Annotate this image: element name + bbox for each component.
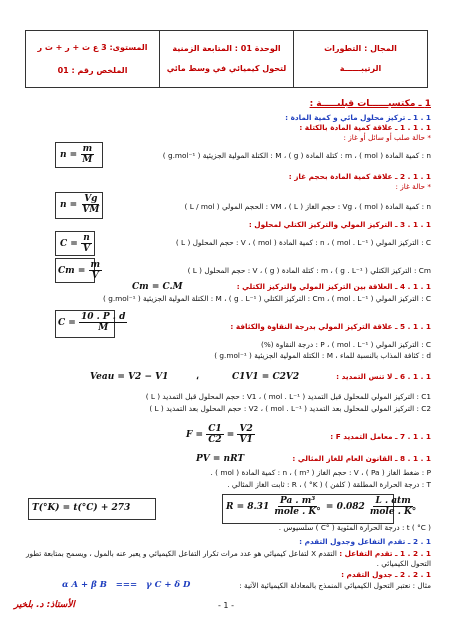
section-1-1-8-title: 1 . 1 . 8 ـ القانون العام للغاز المثالي : <box>292 454 431 463</box>
section-1-1-7-title: 1 . 1 . 7 ـ معامل التمديد F : <box>330 432 431 441</box>
formula-veau: Veau = V2 − V1 <box>90 372 169 382</box>
section-1-1-5-title: 1 . 1 . 5 ـ علاقة التركيز المولي بدرجة النقاوة والكثافة : <box>230 322 431 331</box>
paragraph-1-2-1-cont: التحول الكيميائي . <box>376 559 431 568</box>
section-1-2-2-title: 1 . 2 . 2 ـ جدول التقدم : <box>341 570 431 579</box>
definition-c1-v1: C1 : التركيز المولي للمحلول قبل التمديد ( mol . L⁻¹ ) ، V1 : حجم المحلول قبل التمديد ( L ) <box>145 392 431 401</box>
formula-cm-cm: Cm = C.M <box>132 282 183 292</box>
definition-c2-v2: C2 : التركيز المولي للمحلول بعد التمديد ( mol . L⁻¹ ) ، V2 : حجم المحلول بعد التمديد ( L ) <box>149 404 431 413</box>
formula-separator: ، <box>196 372 199 382</box>
section-1-1-4-title: 1 . 1 . 4 ـ العلاقة بين التركيز المولي والتركيز الكتلي : <box>236 282 431 291</box>
example-text: مثال : نعتبر التحول الكيميائي المنمذج بالمعادلة الكيميائية الآتية : <box>239 581 431 590</box>
section-1-1-2-title: 1 . 1 . 2 ـ علاقة كمية المادة بحجم غاز : <box>288 172 431 181</box>
definition-cm-cm: C : التركيز المولي ( mol . L⁻¹ ) ، Cm : التركيز الكتلي ( g . L⁻¹ ) ، M : الكتلة المولية الجزيئية ( g.mol⁻¹ ) <box>103 294 431 303</box>
gas-note: * حالة غاز : <box>395 182 431 191</box>
formula-n-m: n = $\frac{m}{M}$ <box>60 144 93 165</box>
reaction-equation: α A + β B === γ C + δ D <box>62 580 191 590</box>
level-label: المستوى: 3 ع ت + ر + ت ر <box>37 43 148 52</box>
section-1-1-6-title: 1 . 1 . 6 ـ لا تنس التمديد : <box>336 372 431 381</box>
formula-t: T(°K) = t(°C) + 273 <box>32 503 131 513</box>
definition-cm: Cm : التركيز الكتلي ( g . L⁻¹ ) ، m : كتلة المادة ( g ) ، V : حجم المحلول ( L ) <box>187 266 431 275</box>
definition-d-m: d : كثافة المذاب بالنسبة للماء ، M : الكتلة المولية الجزيئية ( g.mol⁻¹ ) <box>214 351 431 360</box>
formula-r: R = 8.31 $\frac{\text{Pa . m³}}{\text{mole . K°}}$ = 0.082 $\frac{\text{L . atm}}{\text{mole . K°}}$ <box>226 496 417 517</box>
section-1-2-title: 1 . 2 ـ تقدم التفاعل وجدول التقدم : <box>299 537 431 546</box>
section-1-title: 1 ـ مكتسبــــــات قبليـــــة : <box>309 99 431 109</box>
definition-c: C : التركيز المولي ( mol . L⁻¹ ) ، n : كمية المادة ( mol ) ، V : حجم المحلول ( L ) <box>175 238 431 247</box>
section-1-1-title: 1 . 1 ـ تركيز محلول مائي و كمية المادة : <box>285 113 431 122</box>
definition-t-r: T : درجة الحرارة المطلقة ( كلفن ) ( K° ) ، R : ثابت الغاز المثالي . <box>227 480 431 489</box>
section-1-1-1-title: 1 . 1 . 1 ـ علاقة كمية المادة بالكتلة : <box>299 123 431 132</box>
formula-c-pd: C = $\frac{10 . P . d}{M}$ <box>58 312 126 333</box>
domain-label: المجال : التطورات الرتيبــــــة <box>324 44 397 73</box>
summary-label: الملخص رقم : 01 <box>57 66 128 75</box>
header-table <box>25 30 428 88</box>
author-signature: الأستاذ: د. بلخير <box>14 600 75 610</box>
formula-c: C = $\frac{n}{V}$ <box>60 233 90 254</box>
formula-cm: Cm = $\frac{m}{V}$ <box>58 260 101 281</box>
definition-c-p: C : التركيز المولي ( mol . L⁻¹ ) ، P : درجة النقاوة (%) <box>260 340 431 349</box>
section-1-1-3-title: 1 . 1 . 3 ـ التركيز المولي والتركيز الكتلي لمحلول : <box>248 220 431 229</box>
formula-f: F = $\frac{C1}{C2}$ = $\frac{V2}{V1}$ <box>186 424 253 445</box>
definition-n-v: n : كمية المادة ( mol ) ، Vg : حجم الغاز ( L ) ، VM : الحجم المولي ( L / mol ) <box>184 202 431 211</box>
paragraph-1-2-1: 1 . 2 . 1 ـ تقدم التفاعل : التقدم X لتفاعل كيميائي هو عدد مرات تكرار التفاعل الكيميائي و يعبر عنه بالمول ، ويسمح بمتابعة تطور <box>25 549 431 558</box>
formula-n-v: n = $\frac{Vg}{VM}$ <box>60 194 100 215</box>
unit-label: الوحدة 01 : المتابعة الزمنية لتحول كيميائي في وسط مائي <box>166 44 287 73</box>
definition-p-v-n: P : ضغط الغاز ( Pa ) ، V : حجم الغاز ( m³ ) ، n : كمية المادة ( mol ) . <box>210 468 431 477</box>
page-number: - 1 - <box>218 601 234 610</box>
definition-t-celsius: t ( °C ) : درجة الحرارة المئوية ( °C ) سلسيوس . <box>278 523 431 532</box>
solid-liquid-note: * حالة صلب أو سائل أو غاز : <box>343 133 431 142</box>
formula-c1v1: C1V1 = C2V2 <box>232 372 300 382</box>
definition-n-m: n : كمية المادة ( mol ) ، m : كتلة المادة ( g ) ، M : الكتلة المولية الجزيئية ( g.mol⁻¹ ) <box>162 151 431 160</box>
header-level-cell <box>26 31 159 87</box>
header-unit-cell <box>159 31 293 87</box>
header-domain-cell <box>293 31 427 87</box>
formula-pv: PV = nRT <box>196 454 245 464</box>
